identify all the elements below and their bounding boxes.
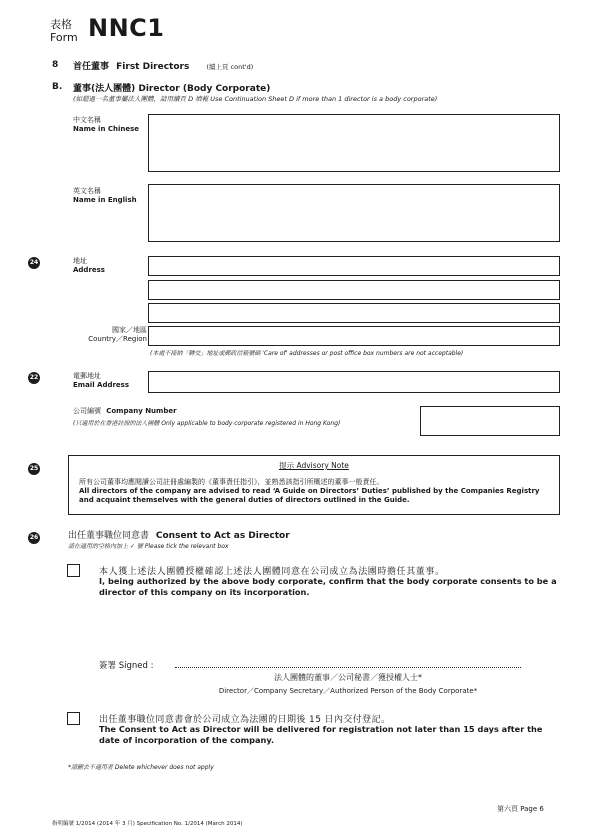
- address-line-1-input[interactable]: [148, 256, 560, 276]
- advisory-badge: 25: [28, 463, 40, 475]
- name-chinese-label: [73, 116, 139, 134]
- address-line-2-input[interactable]: [148, 280, 560, 300]
- consent-option-1-zh: 本人獲上述法人團體授權確認上述法人團體同意在公司成立為法團時擔任其董事。: [99, 567, 445, 577]
- form-label-zh: 表格: [50, 18, 72, 31]
- address-line-3-input[interactable]: [148, 303, 560, 323]
- signer-role-en: Director／Company Secretary／Authorized Person of the Body Corporate*: [218, 687, 478, 695]
- address-label-zh: 地址: [73, 257, 87, 265]
- email-label: [73, 372, 129, 390]
- name-chinese-label-en: Name in Chinese: [73, 125, 140, 133]
- consent-option-1-checkbox[interactable]: [67, 564, 80, 577]
- email-input[interactable]: [148, 371, 560, 393]
- consent-option-2-checkbox[interactable]: [67, 712, 80, 725]
- consent-option-2-en: The Consent to Act as Director will be delivered for registration not later than 15 days after the date of incorporation of the company.: [99, 724, 543, 745]
- section-b-note: (如超過一名董事屬法人團體，請用續頁 D 填報 Use Continuation Sheet D if more than 1 director is a body corporate): [73, 95, 438, 103]
- name-english-label-zh: 英文名稱: [73, 187, 101, 195]
- name-chinese-input[interactable]: [148, 114, 560, 172]
- company-number-label: [73, 407, 177, 416]
- signature-line[interactable]: [175, 667, 521, 668]
- consent-title: [68, 528, 290, 541]
- consent-title-zh: 出任董事職位同意書: [68, 531, 150, 541]
- specification-number: 指明編號 1/2014 (2014 年 3 月) Specification No. 1/2014 (March 2014): [52, 821, 243, 827]
- section-8-title-en: First Directors: [116, 62, 190, 72]
- form-code: NNC1: [88, 14, 165, 42]
- signed-label: 簽署 Signed :: [99, 661, 154, 671]
- company-number-input[interactable]: [420, 406, 560, 436]
- company-number-label-zh: 公司編號: [73, 407, 101, 415]
- address-note: (本處不接納「轉交」地址或郵政信箱號碼 'Care of' addresses or post office box numbers are not acceptable): [150, 350, 464, 357]
- consent-tick-note: 請在適用的空格內加上 ✓ 號 Please tick the relevant box: [68, 543, 229, 550]
- name-chinese-label-zh: 中文名稱: [73, 116, 101, 124]
- page-number: 第六頁 Page 6: [497, 805, 544, 813]
- name-english-input[interactable]: [148, 184, 560, 242]
- country-label: [73, 326, 147, 344]
- section-8-number: 8: [52, 60, 59, 70]
- country-region-input[interactable]: [148, 326, 560, 346]
- form-header: [50, 14, 250, 54]
- address-label-en: Address: [73, 266, 105, 274]
- country-label-en: Country／Region: [88, 335, 147, 343]
- advisory-note-en: All directors of the company are advised to read ‘A Guide on Directors’ Duties’ published by the Companies Registry and acquaint themselves with the general duties of directors outlined in the Guide.: [79, 487, 540, 504]
- section-8-continued: (續上頁 cont'd): [206, 63, 254, 71]
- email-badge: 22: [28, 372, 40, 384]
- company-number-label-en: Company Number: [106, 407, 177, 415]
- form-label-en: Form: [50, 31, 78, 44]
- country-label-zh: 國家／地區: [112, 326, 147, 334]
- advisory-note-title: 提示 Advisory Note: [279, 461, 349, 470]
- advisory-note-box: [68, 455, 560, 515]
- consent-option-1-en: I, being authorized by the above body corporate, confirm that the body corporate consents to be a director of this company on its incorporation.: [99, 576, 557, 597]
- signer-role-zh: 法人團體的董事／公司秘書／獲授權人士*: [274, 673, 422, 682]
- section-b-title: 董事(法人團體) Director (Body Corporate): [73, 84, 271, 94]
- address-badge: 24: [28, 257, 40, 269]
- company-number-note: (只適用於在香港註冊的法人團體 Only applicable to body corporate registered in Hong Kong): [73, 420, 341, 427]
- email-label-zh: 電郵地址: [73, 372, 101, 380]
- consent-option-2-zh: 出任董事職位同意書會於公司成立為法團的日期後 15 日內交付登記。: [99, 715, 391, 725]
- address-label: [73, 257, 105, 275]
- consent-title-en: Consent to Act as Director: [155, 531, 290, 541]
- advisory-note-zh: 所有公司董事均應閱讀公司註冊處編製的《董事責任指引》，並熟悉該指引所概述的董事一般責任。: [79, 478, 384, 486]
- section-b-letter: B.: [52, 82, 63, 92]
- email-label-en: Email Address: [73, 381, 130, 389]
- delete-footnote: *請刪去不適用者 Delete whichever does not apply: [68, 764, 214, 771]
- name-english-label: [73, 187, 137, 205]
- section-8-title-zh: 首任董事: [73, 62, 110, 72]
- section-8-title: [73, 59, 253, 72]
- consent-badge: 26: [28, 532, 40, 544]
- name-english-label-en: Name in English: [73, 196, 137, 204]
